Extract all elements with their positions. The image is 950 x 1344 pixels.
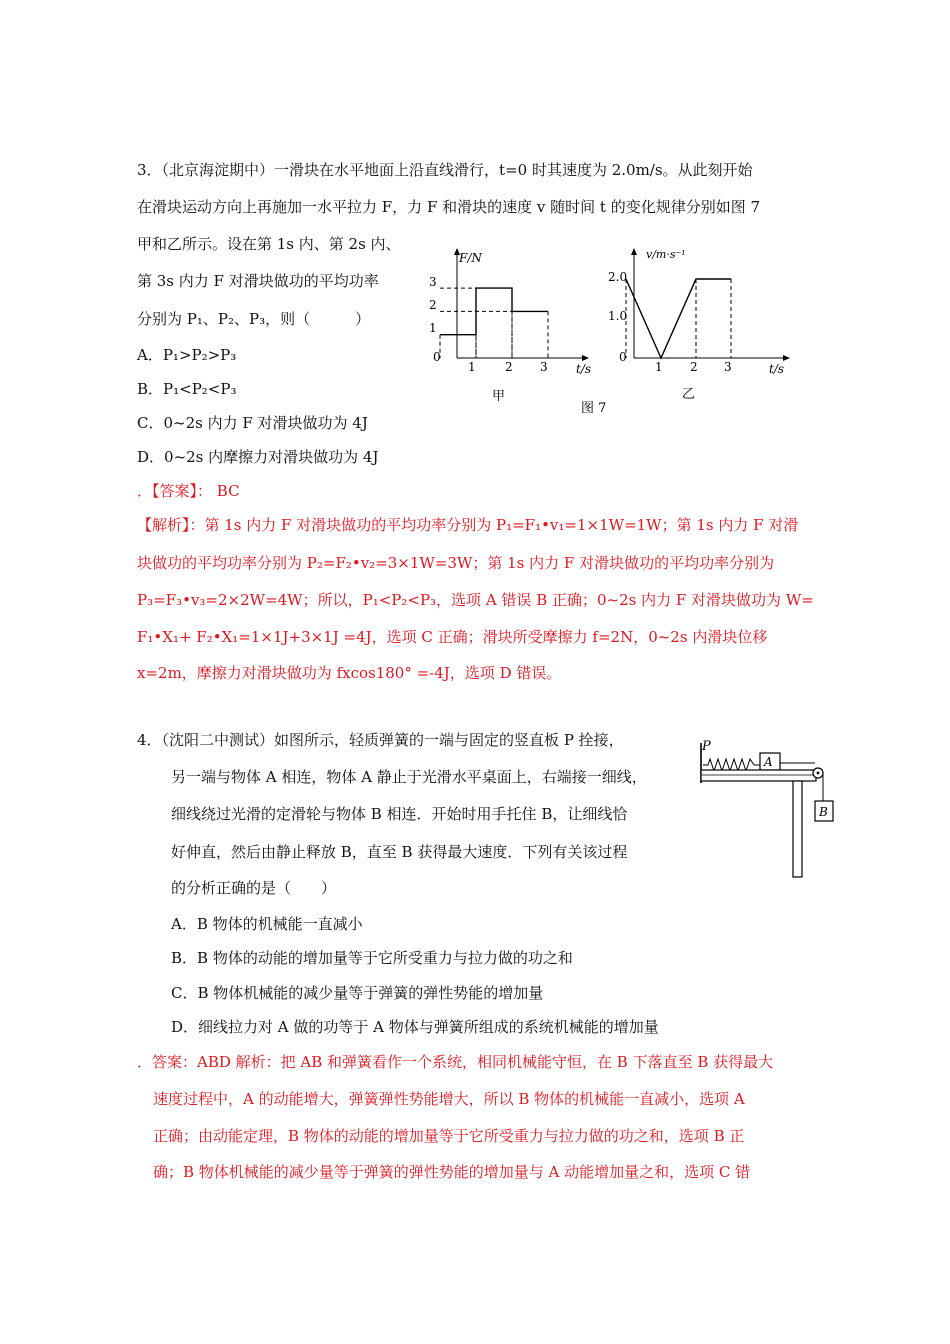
yi-y-tick-2: 2.0 bbox=[608, 270, 628, 284]
yi-x-tick-2: 2 bbox=[690, 360, 698, 374]
q3-option-d: D．0~2s 内摩擦力对滑块做功为 4J bbox=[137, 448, 379, 466]
q3-line-5: 分别为 P₁、P₂、P₃，则（ ） bbox=[137, 310, 371, 328]
yi-x-tick-3: 3 bbox=[724, 360, 732, 374]
q3-analysis-4: F₁•X₁+ F₂•X₁=1×1J+3×1J =4J，选项 C 正确；滑块所受摩擦力 f=2N，0~2s 内滑块位移 bbox=[137, 628, 768, 646]
q3-line-2: 在滑块运动方向上再施加一水平拉力 F，力 F 和滑块的速度 v 随时间 t 的变化规律分别如图 7 bbox=[137, 198, 761, 216]
label-b: B bbox=[819, 805, 828, 819]
yi-series-line bbox=[626, 279, 731, 358]
spring-pulley-figure bbox=[692, 733, 842, 883]
jia-y-tick-3: 3 bbox=[429, 275, 437, 289]
yi-label: 乙 bbox=[682, 387, 696, 402]
q3-line-3: 甲和乙所示。设在第 1s 内、第 2s 内、 bbox=[137, 235, 401, 253]
q4-line-3: 细线绕过光滑的定滑轮与物体 B 相连．开始时用手托住 B，让细线恰 bbox=[171, 805, 628, 823]
q4-option-c: C．B 物体机械能的减少量等于弹簧的弹性势能的增加量 bbox=[171, 984, 544, 1002]
jia-y-tick-1: 1 bbox=[429, 321, 437, 335]
jia-y-tick-2: 2 bbox=[429, 298, 437, 312]
q3-option-b: B．P₁<P₂<P₃ bbox=[137, 380, 237, 398]
jia-label: 甲 bbox=[492, 389, 506, 404]
q4-analysis-3: 正确；由动能定理，B 物体的动能的增加量等于它所受重力与拉力做的功之和，选项 B 正 bbox=[153, 1127, 745, 1145]
jia-y-axis-label: F/N bbox=[459, 251, 482, 265]
yi-x-tick-1: 1 bbox=[655, 360, 663, 374]
jia-x-tick-3: 3 bbox=[540, 360, 548, 374]
q3-analysis-1: 【解析】：第 1s 内力 F 对滑块做功的平均功率分别为 P₁=F₁•v₁=1×1W=1W；第 1s 内力 F 对滑 bbox=[137, 516, 799, 534]
yi-origin: 0 bbox=[619, 350, 627, 364]
q3-line-1: 3．（北京海淀期中）一滑块在水平地面上沿直线滑行，t=0 时其速度为 2.0m/s。从此刻开始 bbox=[137, 161, 753, 179]
jia-x-arrow bbox=[582, 355, 589, 361]
yi-y-arrow bbox=[631, 248, 637, 255]
yi-y-axis-label: v/m·s⁻¹ bbox=[646, 248, 686, 261]
yi-x-arrow bbox=[783, 355, 790, 361]
q3-option-a: A．P₁>P₂>P₃ bbox=[137, 346, 237, 364]
q4-line-1: 4．（沈阳二中测试）如图所示，轻质弹簧的一端与固定的竖直板 P 拴接， bbox=[137, 731, 624, 749]
spring bbox=[703, 759, 760, 771]
q4-line-2: 另一端与物体 A 相连，物体 A 静止于光滑水平桌面上，右端接一细线， bbox=[171, 768, 647, 786]
q3-line-4: 第 3s 内力 F 对滑块做功的平均功率 bbox=[137, 272, 379, 290]
chart-yi bbox=[608, 248, 790, 402]
figure-caption: 图 7 bbox=[581, 401, 607, 416]
q3-analysis-2: 块做功的平均功率分别为 P₂=F₂•v₂=3×1W=3W；第 1s 内力 F 对滑块做功的平均功率分别为 bbox=[137, 554, 775, 572]
figure-7 bbox=[420, 240, 800, 425]
jia-x-tick-1: 1 bbox=[468, 360, 476, 374]
label-p: P bbox=[702, 739, 711, 754]
jia-origin: 0 bbox=[433, 350, 441, 364]
chart-jia bbox=[429, 248, 591, 404]
q4-option-d: D．细线拉力对 A 做的功等于 A 物体与弹簧所组成的系统机械能的增加量 bbox=[171, 1018, 659, 1036]
q3-answer: ．【答案】： BC bbox=[137, 482, 240, 500]
jia-x-axis-label: t/s bbox=[576, 362, 592, 376]
q3-analysis-5: x=2m，摩擦力对滑块做功为 fxcos180° =-4J，选项 D 错误。 bbox=[137, 664, 562, 682]
q4-option-b: B．B 物体的动能的增加量等于它所受重力与拉力做的功之和 bbox=[171, 949, 573, 967]
table-leg bbox=[793, 781, 802, 877]
q4-option-a: A．B 物体的机械能一直减小 bbox=[171, 915, 363, 933]
q3-option-c: C．0~2s 内力 F 对滑块做功为 4J bbox=[137, 414, 368, 432]
q3-analysis-3: P₃=F₃•v₃=2×2W=4W；所以，P₁<P₂<P₃，选项 A 错误 B 正确；0~2s 内力 F 对滑块做功为 W= bbox=[137, 591, 814, 609]
q4-analysis-1: ．答案：ABD 解析：把 AB 和弹簧看作一个系统，相同机械能守恒，在 B 下落直至 B 获得最大 bbox=[137, 1053, 774, 1071]
q4-analysis-4: 确；B 物体机械能的减少量等于弹簧的弹性势能的增加量与 A 动能增加量之和，选项 C 错 bbox=[153, 1163, 751, 1181]
table-top bbox=[701, 770, 816, 781]
yi-y-tick-1: 1.0 bbox=[608, 309, 628, 323]
q4-line-4: 好伸直，然后由静止释放 B，直至 B 获得最大速度．下列有关该过程 bbox=[171, 843, 628, 861]
q4-line-5: 的分析正确的是（ ） bbox=[171, 879, 337, 897]
label-a: A bbox=[764, 755, 773, 769]
q4-analysis-2: 速度过程中，A 的动能增大，弹簧弹性势能增大，所以 B 物体的机械能一直减小，选项 A bbox=[153, 1090, 745, 1108]
yi-x-axis-label: t/s bbox=[769, 362, 785, 376]
jia-x-tick-2: 2 bbox=[505, 360, 513, 374]
